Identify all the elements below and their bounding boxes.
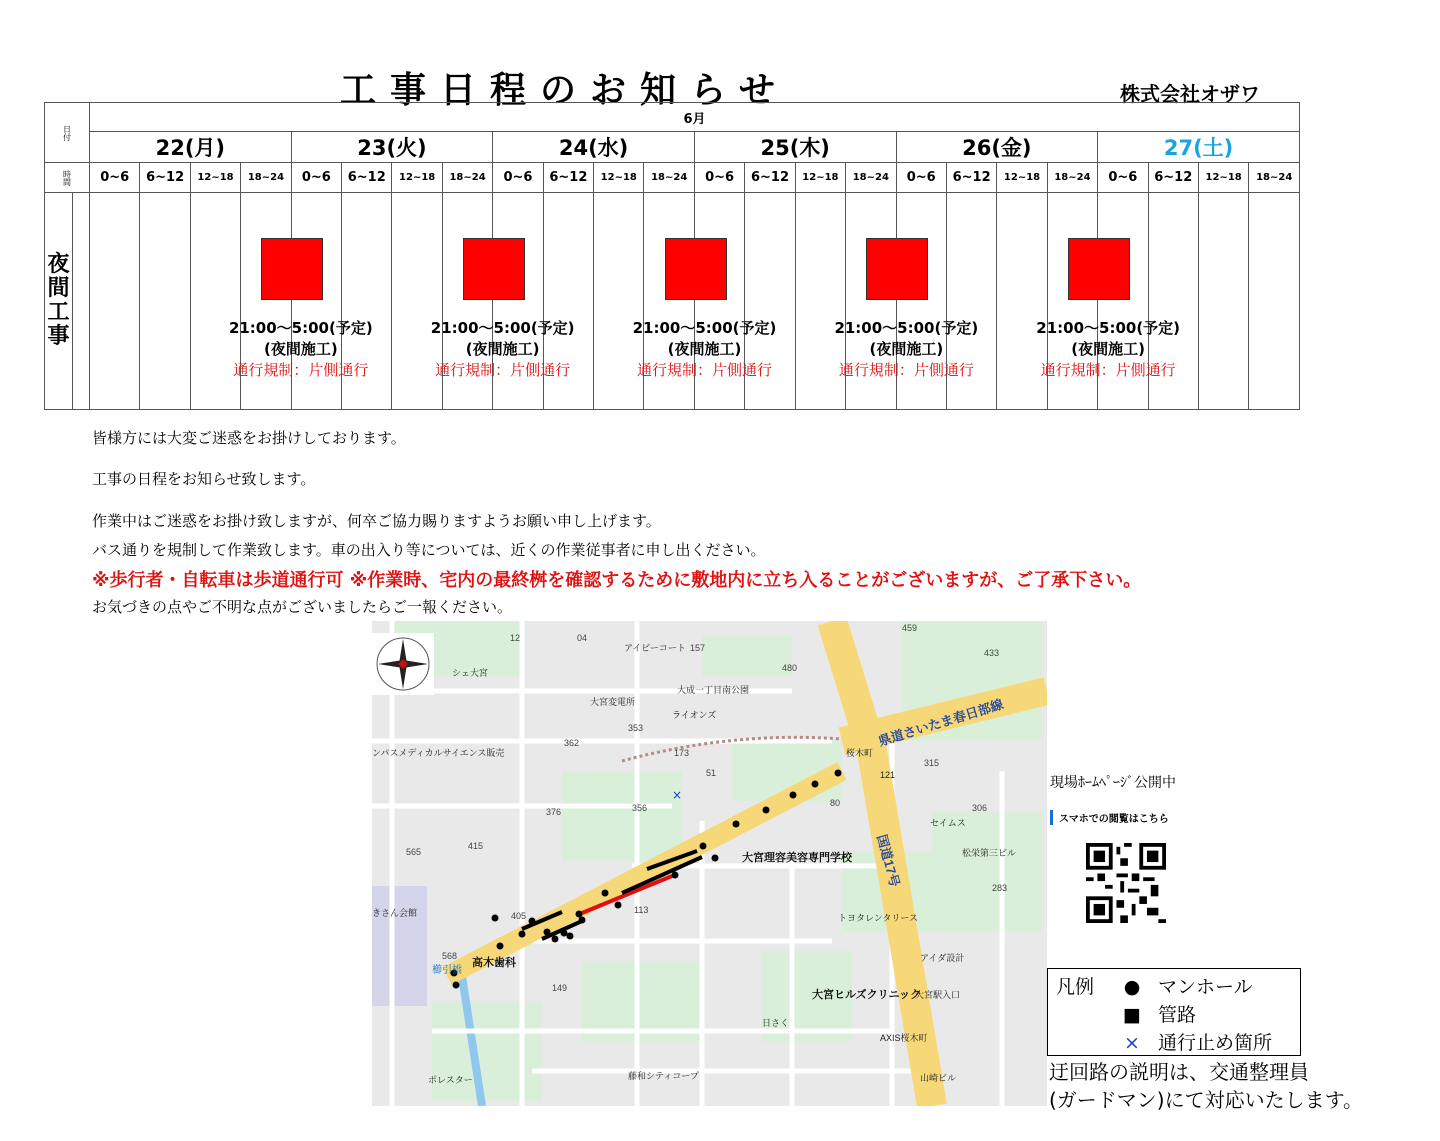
night-work-label: 夜間工事	[45, 193, 73, 410]
school-label: 大宮理容美容専門学校	[742, 852, 852, 864]
work-marker	[866, 238, 928, 300]
dentist-label: 高木歯科	[472, 957, 516, 969]
nissaku-label: 日さく	[762, 1018, 790, 1028]
time-slot: 12~18	[594, 163, 644, 193]
time-slot: 18~24	[1047, 163, 1097, 193]
page-title: 工事日程のお知らせ	[340, 70, 789, 111]
svg-text:405: 405	[511, 911, 527, 921]
matsuei-label: 松栄第三ビル	[962, 848, 1017, 858]
work-marker	[665, 238, 727, 300]
detour-note: 迂回路の説明は、交通整理員 (ガードマン)にて対応いたします。	[1049, 1060, 1364, 1112]
time-slot: 0~6	[1098, 163, 1148, 193]
construction-map	[372, 621, 1047, 1106]
legend-item-closure: × 通行止め箇所	[1112, 1028, 1272, 1055]
qr-section	[1050, 772, 1230, 927]
schedule-cell	[1249, 193, 1300, 410]
closure-icon: ×	[1124, 1032, 1140, 1054]
national-road-label: 国道17号	[874, 832, 903, 889]
time-slot: 0~6	[896, 163, 946, 193]
day-header: 24(水)	[493, 132, 695, 163]
date-label: 日付	[45, 103, 90, 163]
svg-text:459: 459	[902, 623, 918, 633]
legend-item-pipe: ■ 管路	[1112, 1000, 1196, 1027]
svg-text:80: 80	[830, 798, 841, 808]
company-name: 株式会社オザワ	[1120, 82, 1260, 106]
message-line-2: 工事の日程をお知らせ致します。	[92, 470, 316, 488]
day-header: 25(木)	[694, 132, 896, 163]
qr-subtitle: スマホでの閲覧はこちら	[1050, 810, 1230, 825]
legend-item-manhole: ● マンホール	[1112, 972, 1253, 999]
svg-text:×: ×	[672, 788, 683, 802]
svg-text:306: 306	[972, 803, 988, 813]
clinic-label: 大宮ヒルズクリニック	[812, 989, 922, 1001]
svg-text:04: 04	[577, 633, 588, 643]
aida-label: アイダ設計	[920, 953, 965, 963]
message-line-3: 作業中はご迷惑をお掛け致しますが、何卒ご協力賜りますようお願い申し上げます。	[92, 512, 661, 530]
svg-text:356: 356	[632, 803, 648, 813]
time-slot: 12~18	[997, 163, 1047, 193]
schedule-cell	[90, 193, 140, 410]
time-slot: 6~12	[745, 163, 795, 193]
yamaoka-label: 山崎ビル	[920, 1073, 957, 1083]
warning-text: ※歩行者・自転車は歩道通行可 ※作業時、宅内の最終桝を確認するために敷地内に立ち入ることがございますが、ご了承下さい。	[92, 570, 1142, 591]
time-slot: 18~24	[442, 163, 492, 193]
svg-text:12: 12	[510, 633, 521, 643]
schedule-cell	[140, 193, 190, 410]
svg-text:149: 149	[552, 983, 568, 993]
time-slot: 6~12	[140, 163, 190, 193]
qr-code-icon[interactable]	[1084, 843, 1168, 923]
day-header: 22(月)	[90, 132, 292, 163]
time-slot: 18~24	[1249, 163, 1300, 193]
qr-title: 現場ﾎｰﾑﾍﾟｰｼﾞ公開中	[1050, 775, 1176, 791]
cemedine-label: セイムス	[930, 818, 966, 828]
svg-text:480: 480	[782, 663, 798, 673]
omiya-east-label: シェ大宮	[452, 668, 488, 678]
station-entrance-label: 大宮駅入口	[915, 990, 961, 1000]
time-slot: 18~24	[644, 163, 694, 193]
svg-text:376: 376	[546, 807, 562, 817]
bridge-label: 櫛引橋	[432, 965, 462, 976]
compass-icon	[372, 633, 434, 695]
time-slot: 18~24	[241, 163, 291, 193]
work-marker	[261, 238, 323, 300]
time-label: 時間	[45, 163, 90, 193]
svg-text:113: 113	[634, 905, 649, 915]
route121-label: 121	[880, 770, 896, 780]
prefectural-road-label: 県道さいたま春日部線	[876, 696, 1006, 749]
map-legend	[1047, 968, 1301, 1056]
work-note: 21:00～5:00(予定) (夜間施工) 通行規制：片側通行	[430, 319, 575, 379]
svg-text:283: 283	[992, 883, 1008, 893]
svg-text:51: 51	[706, 768, 717, 778]
time-slot: 6~12	[946, 163, 996, 193]
work-note: 21:00～5:00(予定) (夜間施工) 通行規制：片側通行	[834, 319, 979, 379]
work-marker	[463, 238, 525, 300]
medical-label: ンパスメディカルサイエンス販売	[372, 748, 505, 758]
substation-label: 大宮変電所	[590, 697, 636, 707]
time-slot: 0~6	[90, 163, 140, 193]
lions-label: ライオンズ	[672, 710, 717, 720]
work-note: 21:00～5:00(予定) (夜間施工) 通行規制：片側通行	[1036, 319, 1181, 379]
sakuragicho-label: 桜木町	[846, 748, 874, 758]
park-label: 大成一丁目南公園	[677, 685, 750, 695]
time-slot: 12~18	[795, 163, 845, 193]
polestar-label: ポレスター	[428, 1075, 473, 1085]
svg-text:433: 433	[984, 648, 1000, 658]
svg-text:157: 157	[690, 643, 706, 653]
message-line-5: お気づきの点やご不明な点がございましたらご一報ください。	[92, 598, 513, 616]
legend-title: 凡例	[1056, 976, 1095, 998]
svg-text:568: 568	[442, 951, 458, 961]
time-slot: 6~12	[1148, 163, 1198, 193]
month-label: 6月	[90, 103, 1300, 132]
toyota-label: トヨタレンタリース	[838, 913, 918, 923]
time-slot: 12~18	[392, 163, 442, 193]
svg-text:353: 353	[628, 723, 644, 733]
svg-text:173: 173	[674, 748, 690, 758]
svg-text:362: 362	[564, 738, 580, 748]
fuji-label: 藤和シティコープ	[628, 1071, 699, 1081]
time-slot: 0~6	[291, 163, 341, 193]
day-header: 26(金)	[896, 132, 1098, 163]
schedule-cell	[1198, 193, 1248, 410]
day-header: 23(火)	[291, 132, 493, 163]
work-note: 21:00～5:00(予定) (夜間施工) 通行規制：片側通行	[632, 319, 777, 379]
ivy-label: アイビーコート	[624, 643, 686, 653]
manhole-icon: ●	[1123, 976, 1141, 998]
time-slot: 18~24	[846, 163, 896, 193]
message-line-1: 皆様方には大変ご迷惑をお掛けしております。	[92, 429, 406, 447]
svg-text:565: 565	[406, 847, 422, 857]
time-slot: 6~12	[342, 163, 392, 193]
time-slot: 6~12	[543, 163, 593, 193]
svg-text:315: 315	[924, 758, 940, 768]
work-note: 21:00～5:00(予定) (夜間施工) 通行規制：片側通行	[228, 319, 373, 379]
day-header: 27(土)	[1098, 132, 1300, 163]
time-slot: 12~18	[1198, 163, 1248, 193]
time-slot: 12~18	[190, 163, 240, 193]
time-slot: 0~6	[694, 163, 744, 193]
work-marker	[1068, 238, 1130, 300]
svg-text:415: 415	[468, 841, 484, 851]
message-line-4: バス通りを規制して作業致します。車の出入り等については、近くの作業従事者に申し出ください。	[92, 541, 766, 559]
pipe-icon: ■	[1123, 1004, 1141, 1026]
time-slot: 0~6	[493, 163, 543, 193]
axis-label: AXIS桜木町	[880, 1033, 928, 1043]
kihin-label: きさん会館	[372, 908, 418, 918]
